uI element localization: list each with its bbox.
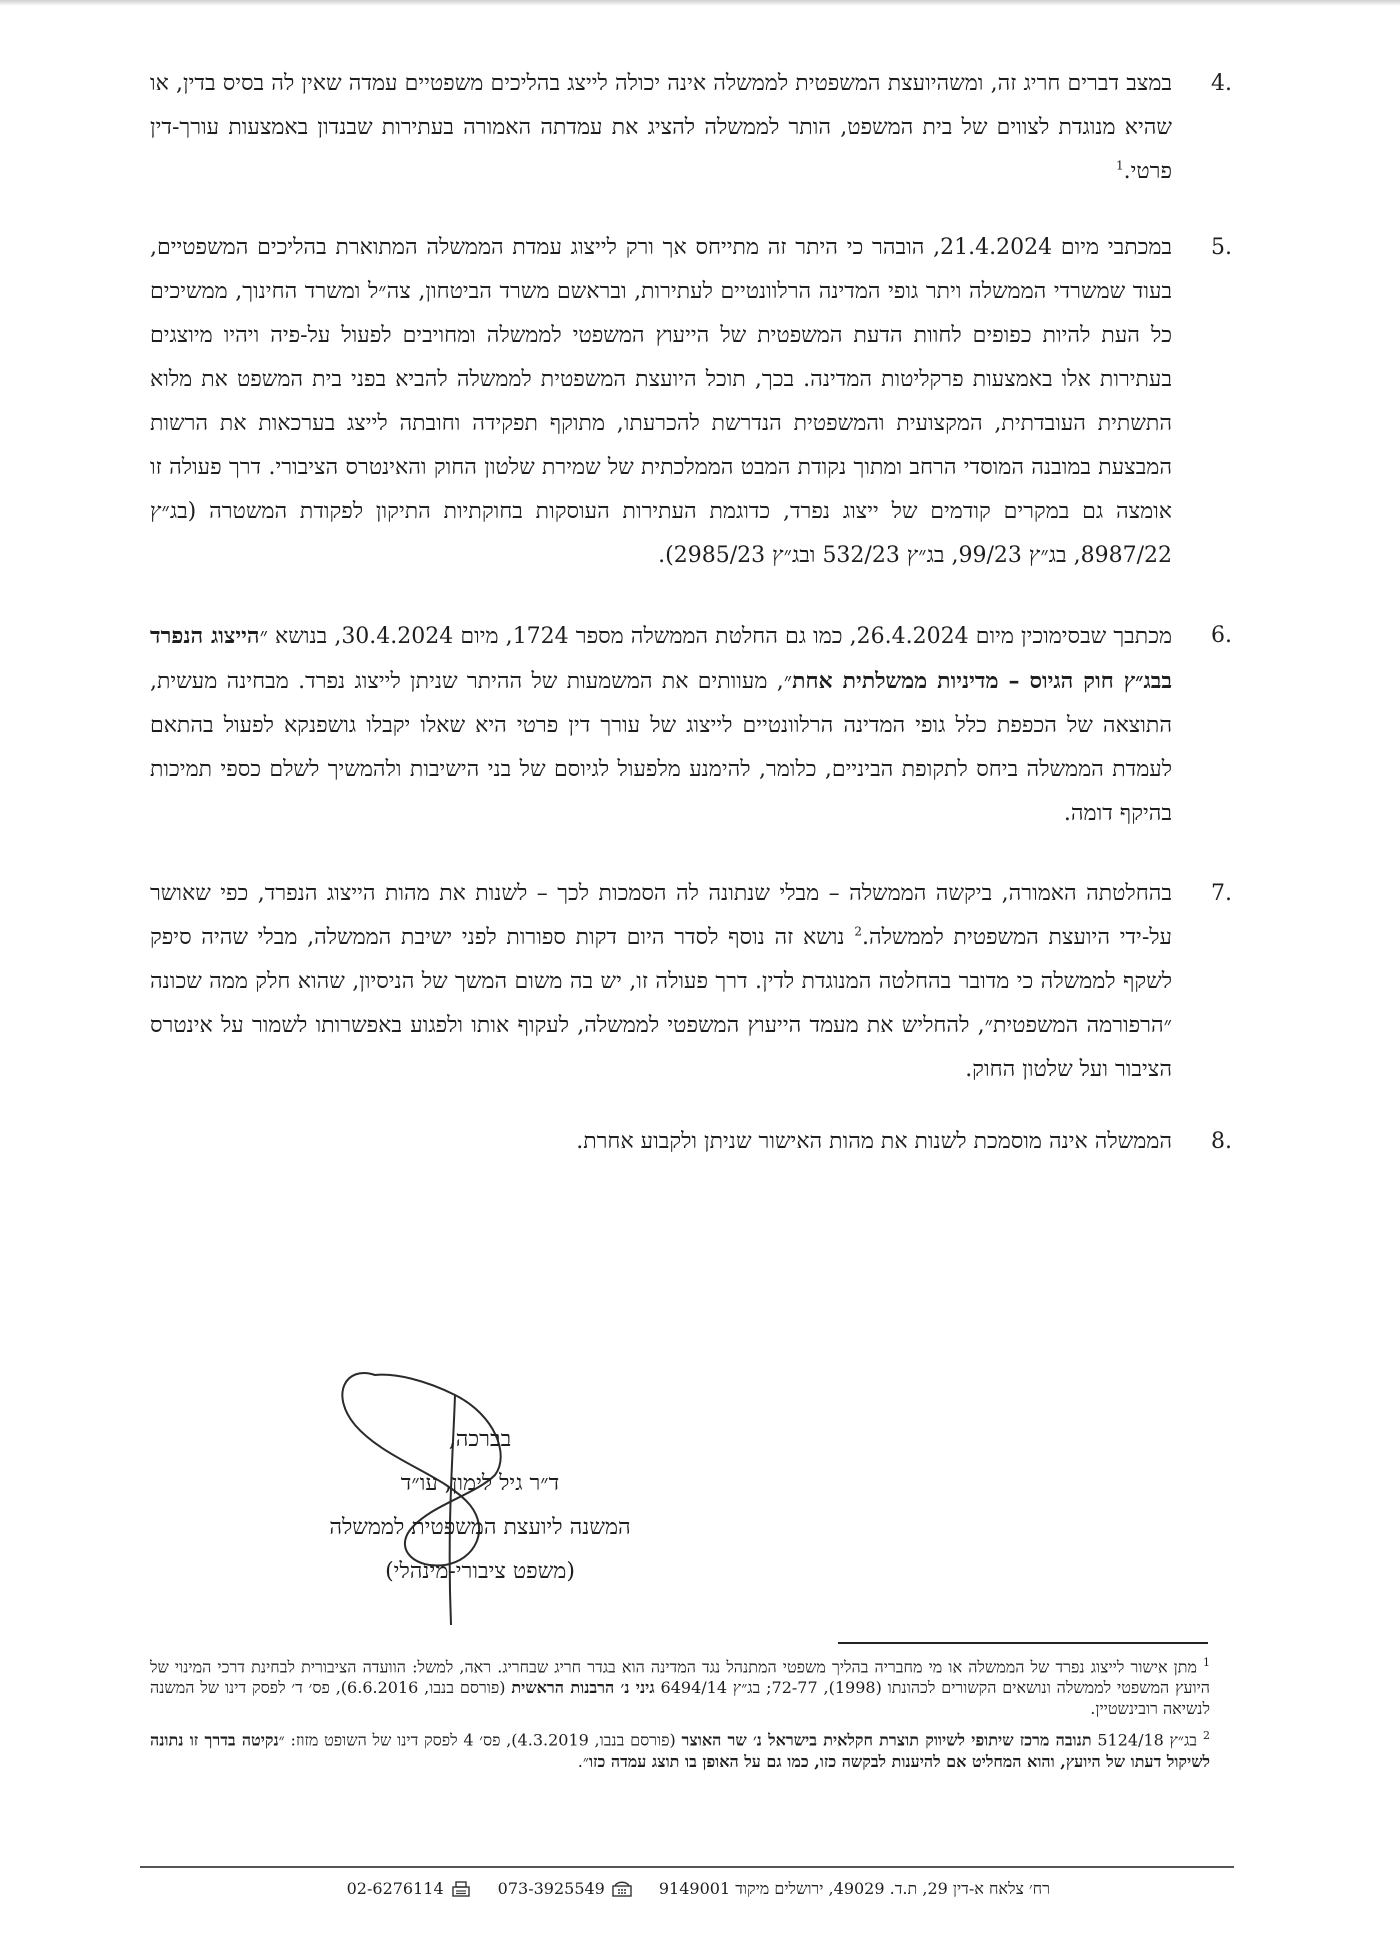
paragraph-number: .8	[1211, 1129, 1232, 1154]
fax-number: 02-6276114	[346, 1879, 444, 1898]
quoted-ruling: נקיטה בדרך זו נתונה לשיקול דעתו של היועץ, והוא המחליט אם להיענות לבקשה כזו, כמו גם על האופן בו תוצג עמדה כזו	[150, 1730, 1210, 1771]
paragraph-text-start: בהחלטתה האמורה, ביקשה הממשלה – מבלי שנתונה לה הסמכות לכך – לשנות את מהות הייצוג הנפרד, כפי שאושר על-ידי היועצת המשפטית לממשלה.	[150, 881, 1172, 950]
case-name: תנובה מרכז שיתופי לשיווק תוצרת חקלאית בישראל נ׳ שר האוצר	[681, 1730, 1092, 1750]
phone-icon	[611, 1880, 633, 1898]
signer-title: המשנה ליועצת המשפטית לממשלה	[329, 1515, 631, 1540]
footer-phone	[498, 1878, 633, 1900]
footnote-separator	[838, 1642, 1208, 1644]
signer-unit: (משפט ציבורי-מינהלי)	[385, 1559, 575, 1584]
footnote-text: בג״ץ 5124/18	[1091, 1730, 1197, 1750]
footer-separator	[140, 1866, 1234, 1868]
decision-title: הייצוג הנפרד בבג״ץ חוק הגיוס – מדיניות ממשלתית אחת	[150, 623, 1172, 694]
footnote-mark: 2	[1202, 1729, 1210, 1743]
paragraph-5	[150, 226, 1232, 578]
paragraph-6	[150, 614, 1232, 836]
footer-fax	[347, 1878, 472, 1900]
fax-icon	[450, 1880, 472, 1898]
footnote-ref[interactable]: 2	[854, 924, 862, 939]
document-body	[150, 62, 1232, 1174]
paragraph-text: במכתבי מיום 21.4.2024, הובהר כי היתר זה מתייחס אך ורק לייצוג עמדת הממשלה המתוארת בהליכים המשפטיים, בעוד שמשרדי הממשלה ויתר גופי המדינה הרלוונטיים לעתירות, ובראשם משרד הביטחון, צה״ל ומשרד החינוך, ממשיכים כל העת להיות כפופים לחוות הדעת המשפטית של הייעוץ המשפטי לממשלה ומחויבים לפעול על-פיה ויהיו מיוצגים בעתירות אלו באמצעות פרקליטות המדינה. בכך, תוכל היועצת המשפטית לממשלה להביא בפני בית המשפט את מלוא התשתית העובדתית, המקצועית והמשפטית הנדרשת להכרעתו, מתוקף תפקידה וחובתה לייצג בערכאות את הרשות המבצעת במובנה המוסדי הרחב ומתוך נקודת המבט הממלכתית של שמירת שלטון החוק והאינטרס הציבורי. דרך פעולה זו אומצה גם במקרים קודמים של ייצוג נפרד, כדוגמת העתירות העוסקות בחוקתיות התיקון לפקודת המשטרה (בג״ץ 8987/22, בג״ץ 99/23, בג״ץ 532/23 ובג״ץ 2985/23).	[150, 235, 1173, 568]
paragraph-text-end: ״, מעוותים את המשמעות של ההיתר שניתן לייצוג נפרד. מבחינה מעשית, התוצאה של הכפפת כלל גופי המדינה הרלוונטיים לייצוג של עורך דין פרטי היא שאלו יקבלו גושפנקא לפעול בהתאם לעמדת הממשלה ביחס לתקופת הביניים, כלומר, להימנע מלפעול לגיוסם של בני הישיבות ולהמשיך לשלם כספי תמיכות בהיקף דומה.	[150, 669, 1172, 826]
paragraph-text: במצב דברים חריג זה, ומשהיועצת המשפטית לממשלה אינה יכולה לייצג בהליכים משפטיים עמדה שאין לה בסיס בדין, או שהיא מנוגדת לצווים של בית המשפט, הותר לממשלה להציג את עמדתה האמורה בעתירות שבנדון באמצעות עורך-דין פרטי.	[150, 71, 1172, 184]
phone-number: 073-3925549	[497, 1879, 605, 1898]
case-name: גיני נ׳ הרבנות הראשית	[511, 1678, 655, 1698]
paragraph-text: הממשלה אינה מוסמכת לשנות את מהות האישור שניתן ולקבוע אחרת.	[576, 1129, 1172, 1154]
paragraph-8	[150, 1120, 1232, 1164]
footnote-2	[150, 1725, 1210, 1771]
footnote-text-end: ״.	[577, 1751, 589, 1771]
signer-name: ד״ר גיל לימון, עו״ד	[400, 1471, 560, 1496]
signature-block	[270, 1418, 690, 1594]
page-footer	[150, 1878, 1050, 1900]
footnote-text-mid: (פורסם בנבו, 4.3.2019), פס׳ 4 לפסק דינו של השופט מזוז: ״	[278, 1730, 682, 1750]
paragraph-7	[150, 872, 1232, 1092]
paragraph-number: .4	[1211, 71, 1232, 96]
footnote-text: מתן אישור לייצוג נפרד של הממשלה או מי מחבריה בהליך משפטי המתנהל נגד המדינה הוא בגדר חריג שבחריג. ראה, למשל: הוועדה הציבורית לבחינת דרכי המינוי של היועץ המשפטי לממשלה ונושאים הקשורים לכהונתו (1998), 72-77; בג״ץ 6494/14	[150, 1657, 1211, 1698]
footnote-1	[150, 1652, 1210, 1719]
footnote-mark: 1	[1203, 1656, 1210, 1669]
paragraph-text-end: נושא זה נוסף לסדר היום דקות ספורות לפני ישיבת הממשלה, מבלי שהיה סיפק לשקף לממשלה כי מדובר בהחלטה המנוגדת לדין. דרך פעולה זו, יש בה משום המשך של הניסיון, שהוא חלק ממה שכונה ״הרפורמה המשפטית״, להחליש את מעמד הייעוץ המשפטי לממשלה, לעקוף אותו ולפגוע באפשרותו לשמור על אינטרס הציבור ועל שלטון החוק.	[150, 925, 1172, 1082]
footnote-text-end: (פורסם בנבו, 6.6.2016), פס׳ ד׳ לפסק דינו של המשנה לנשיאה רובינשטיין.	[150, 1678, 1210, 1719]
paragraph-number: .5	[1211, 235, 1232, 260]
paragraph-number: .7	[1211, 881, 1232, 906]
page-top-edge	[0, 0, 1400, 6]
closing-greeting: בברכה,	[448, 1427, 512, 1452]
paragraph-text-start: מכתבך שבסימוכין מיום 26.4.2024, כמו גם החלטת הממשלה מספר 1724, מיום 30.4.2024, בנושא ״	[259, 624, 1172, 649]
footnotes	[150, 1652, 1210, 1778]
footer-address: רח׳ צלאח א-דין 29, ת.ד. 49029, ירושלים מיקוד 9149001	[658, 1879, 1050, 1898]
paragraph-4	[150, 62, 1232, 194]
paragraph-number: .6	[1211, 623, 1232, 648]
footnote-ref[interactable]: 1	[1115, 158, 1124, 173]
